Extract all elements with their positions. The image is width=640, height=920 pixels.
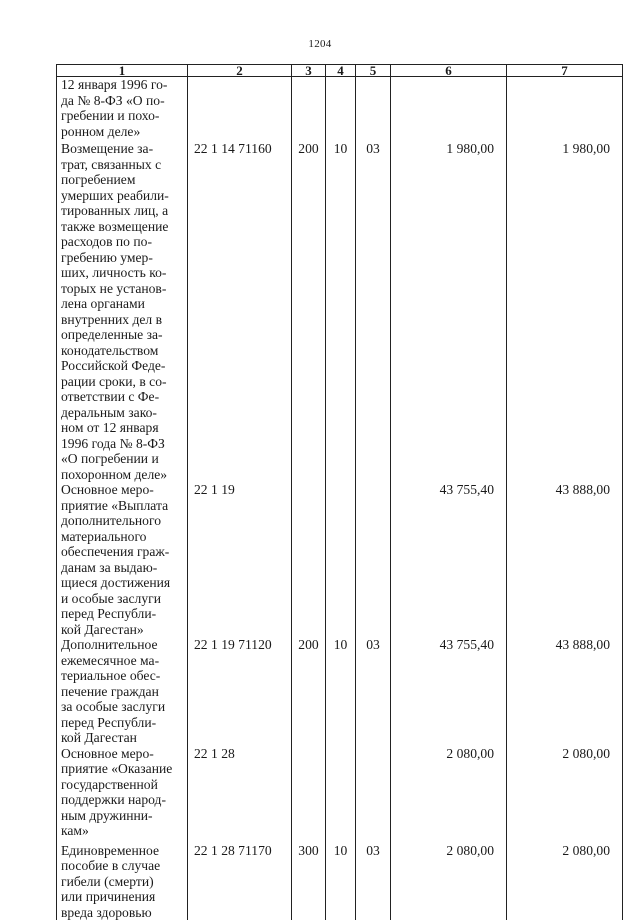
item-name-line: кой Дагестан» [61, 622, 184, 638]
item-name-line: да № 8-ФЗ «О по- [61, 93, 184, 109]
item-name-cell [57, 77, 188, 142]
item-name-line: ежемесячное ма- [61, 653, 184, 669]
item-name-line: приятие «Оказание [61, 761, 184, 777]
item-name-line: конодательством [61, 343, 184, 359]
item-name-line: 12 января 1996 го- [61, 77, 184, 93]
item-name-line: или причинения [61, 889, 184, 905]
item-name-line: государственной [61, 777, 184, 793]
col5-cell [356, 746, 391, 843]
item-name-line: ронном деле» [61, 124, 184, 140]
item-name-line: печение граждан [61, 684, 184, 700]
item-name-line: трат, связанных с [61, 157, 184, 173]
amount-cell-col6: 1 980,00 [391, 141, 507, 482]
table-row [57, 482, 623, 637]
item-name-line: внутренних дел в [61, 312, 184, 328]
item-name-line: перед Республи- [61, 606, 184, 622]
col5-cell: 03 [356, 843, 391, 920]
col3-cell: 200 [292, 637, 326, 746]
item-name-line: рации сроки, в со- [61, 374, 184, 390]
item-name-line: перед Республи- [61, 715, 184, 731]
item-name-line: гребении и похо- [61, 108, 184, 124]
item-name-line: Единовременное [61, 843, 184, 859]
item-name-line: Основное меро- [61, 482, 184, 498]
item-name-line: деральным зако- [61, 405, 184, 421]
col3-cell [292, 482, 326, 637]
col3-cell [292, 746, 326, 843]
budget-table [56, 64, 623, 920]
amount-cell-col6 [391, 77, 507, 142]
item-name-line: Возмещение за- [61, 141, 184, 157]
amount-cell-col7 [507, 77, 623, 142]
item-name-line: «О погребении и [61, 451, 184, 467]
item-name-line: 1996 года № 8-ФЗ [61, 436, 184, 452]
item-name-line: лена органами [61, 296, 184, 312]
col5-cell [356, 77, 391, 142]
code-cell: 22 1 19 [188, 482, 292, 637]
item-name-line: торых не установ- [61, 281, 184, 297]
column-header-2: 2 [188, 65, 292, 77]
item-name-cell [57, 746, 188, 843]
item-name-line: пособие в случае [61, 858, 184, 874]
item-name-line: также возмещение [61, 219, 184, 235]
item-name-line: ном от 12 января [61, 420, 184, 436]
item-name-line: поддержки народ- [61, 792, 184, 808]
item-name-line: определенные за- [61, 327, 184, 343]
item-name-line: щиеся достижения [61, 575, 184, 591]
col3-cell: 200 [292, 141, 326, 482]
item-name-line: кой Дагестан [61, 730, 184, 746]
column-header-4: 4 [326, 65, 356, 77]
amount-cell-col6: 43 755,40 [391, 482, 507, 637]
code-cell: 22 1 14 71160 [188, 141, 292, 482]
item-name-cell [57, 637, 188, 746]
item-name-line: тированных лиц, а [61, 203, 184, 219]
col5-cell: 03 [356, 141, 391, 482]
item-name-line: обеспечения граж- [61, 544, 184, 560]
item-name-cell [57, 843, 188, 920]
code-cell: 22 1 19 71120 [188, 637, 292, 746]
item-name-line: Российской Феде- [61, 358, 184, 374]
col5-cell [356, 482, 391, 637]
item-name-line: дополнительного [61, 513, 184, 529]
amount-cell-col7: 1 980,00 [507, 141, 623, 482]
item-name-line: Основное меро- [61, 746, 184, 762]
col5-cell: 03 [356, 637, 391, 746]
col3-cell: 300 [292, 843, 326, 920]
item-name-line: кам» [61, 823, 184, 839]
item-name-line: гребению умер- [61, 250, 184, 266]
item-name-line: похоронном деле» [61, 467, 184, 483]
col4-cell [326, 482, 356, 637]
column-header-7: 7 [507, 65, 623, 77]
amount-cell-col6: 2 080,00 [391, 843, 507, 920]
code-cell [188, 77, 292, 142]
col4-cell: 10 [326, 843, 356, 920]
column-header-5: 5 [356, 65, 391, 77]
item-name-line: приятие «Выплата [61, 498, 184, 514]
item-name-line: гибели (смерти) [61, 874, 184, 890]
column-header-6: 6 [391, 65, 507, 77]
code-cell: 22 1 28 71170 [188, 843, 292, 920]
code-cell: 22 1 28 [188, 746, 292, 843]
col3-cell [292, 77, 326, 142]
item-name-line: ответствии с Фе- [61, 389, 184, 405]
amount-cell-col7: 2 080,00 [507, 746, 623, 843]
col4-cell: 10 [326, 637, 356, 746]
amount-cell-col7: 43 888,00 [507, 482, 623, 637]
item-name-line: и особые заслуги [61, 591, 184, 607]
item-name-cell [57, 141, 188, 482]
item-name-line: погребением [61, 172, 184, 188]
table-header-row [57, 65, 623, 77]
item-name-line: вреда здоровью [61, 905, 184, 920]
amount-cell-col7: 43 888,00 [507, 637, 623, 746]
col4-cell [326, 77, 356, 142]
item-name-line: ших, личность ко- [61, 265, 184, 281]
item-name-line: ным дружинни- [61, 808, 184, 824]
item-name-line: Дополнительное [61, 637, 184, 653]
item-name-line: данам за выдаю- [61, 560, 184, 576]
item-name-line: умерших реабили- [61, 188, 184, 204]
item-name-line: расходов по по- [61, 234, 184, 250]
amount-cell-col6: 43 755,40 [391, 637, 507, 746]
table-row [57, 77, 623, 142]
table-row [57, 746, 623, 843]
item-name-line: териальное обес- [61, 668, 184, 684]
item-name-cell [57, 482, 188, 637]
column-header-3: 3 [292, 65, 326, 77]
column-header-1: 1 [57, 65, 188, 77]
page-number: 1204 [0, 38, 640, 50]
col4-cell [326, 746, 356, 843]
table-row [57, 843, 623, 920]
item-name-line: материального [61, 529, 184, 545]
item-name-line: за особые заслуги [61, 699, 184, 715]
table-row [57, 637, 623, 746]
col4-cell: 10 [326, 141, 356, 482]
amount-cell-col6: 2 080,00 [391, 746, 507, 843]
table-row [57, 141, 623, 482]
amount-cell-col7: 2 080,00 [507, 843, 623, 920]
